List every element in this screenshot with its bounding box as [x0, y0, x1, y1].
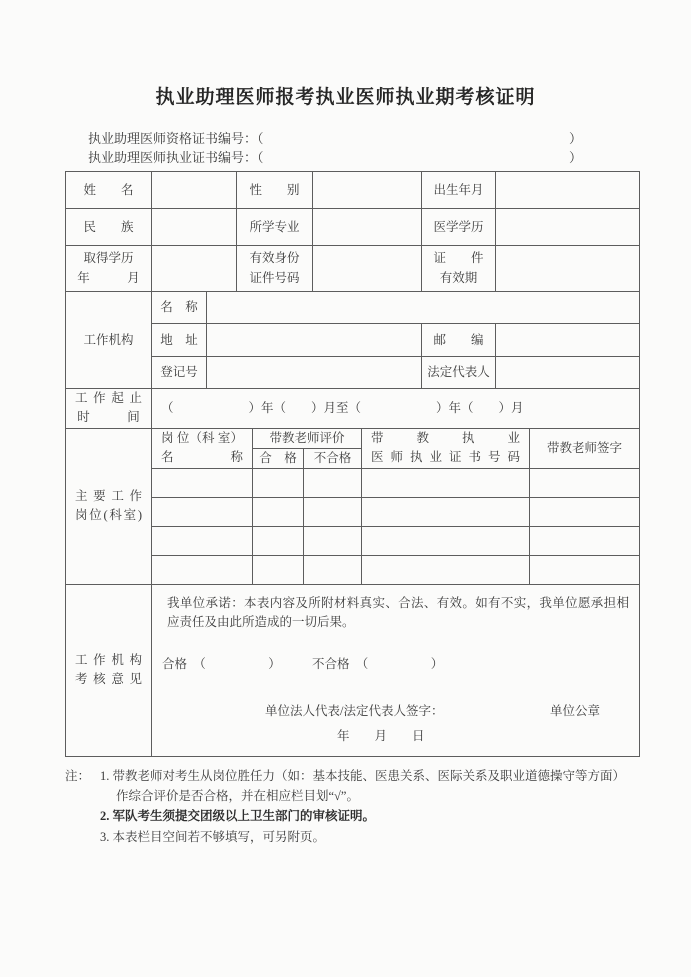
- work-post-row: [66, 526, 640, 555]
- assessment-form-table: [65, 171, 639, 757]
- post-name-value: [152, 468, 253, 497]
- pass-header: 合 格: [253, 448, 304, 468]
- teacher-cert-number-value: [362, 497, 530, 526]
- zip-code-value: [496, 324, 640, 357]
- footnote-1: 1. 带教老师对考生从岗位胜任力（如：基本技能、医患关系、医际关系及职业道德操守等方面）作综合评价是否合格，并在相应栏目划“√”。: [100, 768, 626, 803]
- date-line: 年 月 日: [337, 729, 425, 743]
- ethnicity-value: [152, 209, 237, 246]
- id-number-value: [313, 246, 422, 292]
- pass-value: [253, 497, 304, 526]
- education-date-value: [152, 246, 237, 292]
- medical-degree-value: [496, 209, 640, 246]
- education-date-label: 取得学历 年 月: [66, 246, 152, 292]
- id-number-label: 有效身份 证件号码: [237, 246, 313, 292]
- main-work-posts-section: [65, 428, 640, 585]
- page-title: 执业助理医师报考执业医师执业期考核证明: [155, 87, 536, 108]
- main-work-posts-label: 主 要 工 作 岗位(科室): [66, 428, 152, 584]
- assessment-opinion-section: [65, 584, 640, 757]
- basic-info-section: [65, 171, 640, 292]
- institution-address-value: [207, 324, 422, 357]
- work-post-row: [66, 555, 640, 584]
- medical-degree-label: 医学学历: [422, 209, 496, 246]
- teacher-cert-number-header: 带 教 执 业 医师执业证书号码: [362, 428, 530, 468]
- practice-cert-number-close-paren: ）: [568, 149, 582, 165]
- footnotes: [65, 766, 637, 848]
- institution-address-label: 地 址: [152, 324, 207, 357]
- major-label: 所学专业: [237, 209, 313, 246]
- work-post-row: [66, 497, 640, 526]
- work-period-section: [65, 388, 640, 429]
- work-period-value: （ ）年（ ）月至（ ）年（ ）月: [152, 389, 640, 429]
- qualification-cert-number-label: 执业助理医师资格证书编号：（: [88, 131, 264, 146]
- practice-cert-number-line: [88, 149, 582, 168]
- work-period-label: 工作起止 时 间: [66, 389, 152, 429]
- fail-value: [304, 468, 362, 497]
- post-name-header: 岗 位（科 室） 名 称: [152, 428, 253, 468]
- fail-value: [304, 526, 362, 555]
- teacher-signature-value: [530, 497, 640, 526]
- institution-name-value: [207, 292, 640, 324]
- id-validity-value: [496, 246, 640, 292]
- teacher-cert-number-value: [362, 526, 530, 555]
- work-institution-label: 工作机构: [66, 292, 152, 389]
- id-validity-label: 证 件 有效期: [422, 246, 496, 292]
- name-value: [152, 172, 237, 209]
- pass-value: [253, 555, 304, 584]
- work-institution-section: [65, 291, 640, 389]
- footnote-3: 3. 本表栏目空间若不够填写，可另附页。: [100, 829, 326, 844]
- teacher-signature-value: [530, 555, 640, 584]
- gender-value: [313, 172, 422, 209]
- zip-code-label: 邮 编: [422, 324, 496, 357]
- post-name-value: [152, 555, 253, 584]
- ethnicity-label: 民 族: [66, 209, 152, 246]
- teacher-cert-number-value: [362, 468, 530, 497]
- practice-cert-number-label: 执业助理医师执业证书编号：（: [88, 149, 264, 165]
- pass-value: [253, 468, 304, 497]
- pass-value: [253, 526, 304, 555]
- pass-fail-line: 合格 （ ） 不合格 （ ）: [162, 657, 444, 672]
- birth-date-value: [496, 172, 640, 209]
- work-post-row: [66, 468, 640, 497]
- qualification-cert-number-close-paren: ）: [568, 131, 582, 146]
- qualification-cert-number-line: [88, 130, 582, 149]
- fail-value: [304, 497, 362, 526]
- teacher-signature-header: 带教老师签字: [530, 428, 640, 468]
- teacher-signature-value: [530, 526, 640, 555]
- institution-name-label: 名 称: [152, 292, 207, 324]
- registration-number-value: [207, 357, 422, 389]
- teacher-evaluation-header: 带教老师评价: [253, 428, 362, 448]
- assessment-opinion-label: 工 作 机 构 考 核 意 见: [66, 584, 152, 756]
- legal-representative-label: 法定代表人: [422, 357, 496, 389]
- fail-value: [304, 555, 362, 584]
- footnotes-tag: 注：: [65, 768, 91, 783]
- teacher-signature-value: [530, 468, 640, 497]
- assessment-opinion-content: [152, 584, 640, 756]
- post-name-value: [152, 497, 253, 526]
- registration-number-label: 登记号: [152, 357, 207, 389]
- post-name-value: [152, 526, 253, 555]
- unit-promise-text: 我单位承诺：本表内容及所附材料真实、合法、有效。如有不实，我单位愿承担相应责任及由此所造成的一切后果。: [167, 595, 629, 629]
- major-value: [313, 209, 422, 246]
- gender-label: 性 别: [237, 172, 313, 209]
- footnote-2: 2. 军队考生须提交团级以上卫生部门的审核证明。: [100, 809, 376, 824]
- fail-header: 不合格: [304, 448, 362, 468]
- birth-date-label: 出生年月: [422, 172, 496, 209]
- legal-representative-value: [496, 357, 640, 389]
- unit-seal-label: 单位公章: [549, 703, 600, 718]
- footnotes-list: [100, 766, 637, 848]
- teacher-cert-number-value: [362, 555, 530, 584]
- name-label: 姓 名: [66, 172, 152, 209]
- legal-representative-signature-label: 单位法人代表/法定代表人签字：: [265, 703, 444, 718]
- signature-line: [265, 702, 600, 721]
- certificate-number-block: [88, 130, 582, 167]
